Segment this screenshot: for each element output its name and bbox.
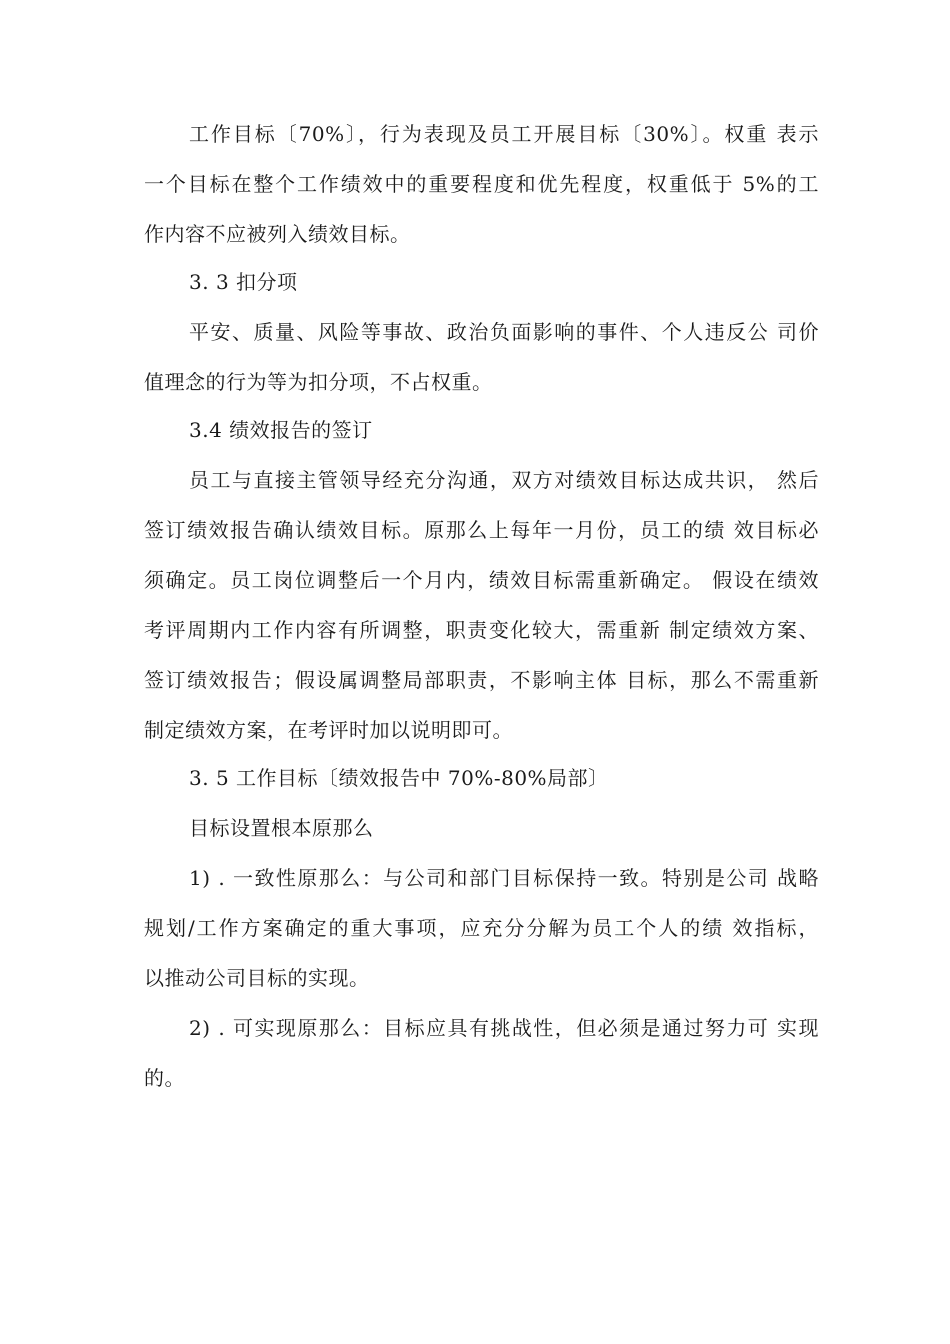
subheading-principles: 目标设置根本原那么 xyxy=(189,816,374,840)
paragraph-weights-line-1: 工作目标〔70%〕，行为表现及员工开展目标〔30%〕。权重 表示 xyxy=(189,122,819,146)
principle-1-line-2: 规划/工作方案确定的重大事项，应充分分解为员工个人的绩 效指标， xyxy=(144,916,819,940)
section-heading-3-5: 3. 5 工作目标〔绩效报告中 70%-80%局部〕 xyxy=(189,766,609,790)
principle-1-line-1: 1) . 一致性原那么：与公司和部门目标保持一致。特别是公司 战略 xyxy=(189,866,819,890)
paragraph-deductions-line-1: 平安、质量、风险等事故、政治负面影响的事件、个人违反公 司价 xyxy=(189,320,819,344)
paragraph-signing-line-4: 考评周期内工作内容有所调整，职责变化较大，需重新 制定绩效方案、 xyxy=(144,618,819,642)
paragraph-signing-line-6: 制定绩效方案，在考评时加以说明即可。 xyxy=(144,718,513,742)
principle-2-line-2: 的。 xyxy=(144,1066,185,1090)
paragraph-deductions-line-2: 值理念的行为等为扣分项，不占权重。 xyxy=(144,370,493,394)
paragraph-weights-line-2: 一个目标在整个工作绩效中的重要程度和优先程度，权重低于 5%的工 xyxy=(144,172,819,196)
paragraph-signing-line-1: 员工与直接主管领导经充分沟通，双方对绩效目标达成共识， 然后 xyxy=(189,468,819,492)
paragraph-signing-line-5: 签订绩效报告；假设属调整局部职责，不影响主体 目标，那么不需重新 xyxy=(144,668,819,692)
section-heading-3-3: 3. 3 扣分项 xyxy=(189,270,298,294)
paragraph-signing-line-3: 须确定。员工岗位调整后一个月内，绩效目标需重新确定。 假设在绩效 xyxy=(144,568,819,592)
paragraph-signing-line-2: 签订绩效报告确认绩效目标。原那么上每年一月份，员工的绩 效目标必 xyxy=(144,518,819,542)
section-heading-3-4: 3.4 绩效报告的签订 xyxy=(189,418,373,442)
principle-1-line-3: 以推动公司目标的实现。 xyxy=(144,966,370,990)
paragraph-weights-line-3: 作内容不应被列入绩效目标。 xyxy=(144,222,411,246)
principle-2-line-1: 2) . 可实现原那么：目标应具有挑战性，但必须是通过努力可 实现 xyxy=(189,1016,819,1040)
